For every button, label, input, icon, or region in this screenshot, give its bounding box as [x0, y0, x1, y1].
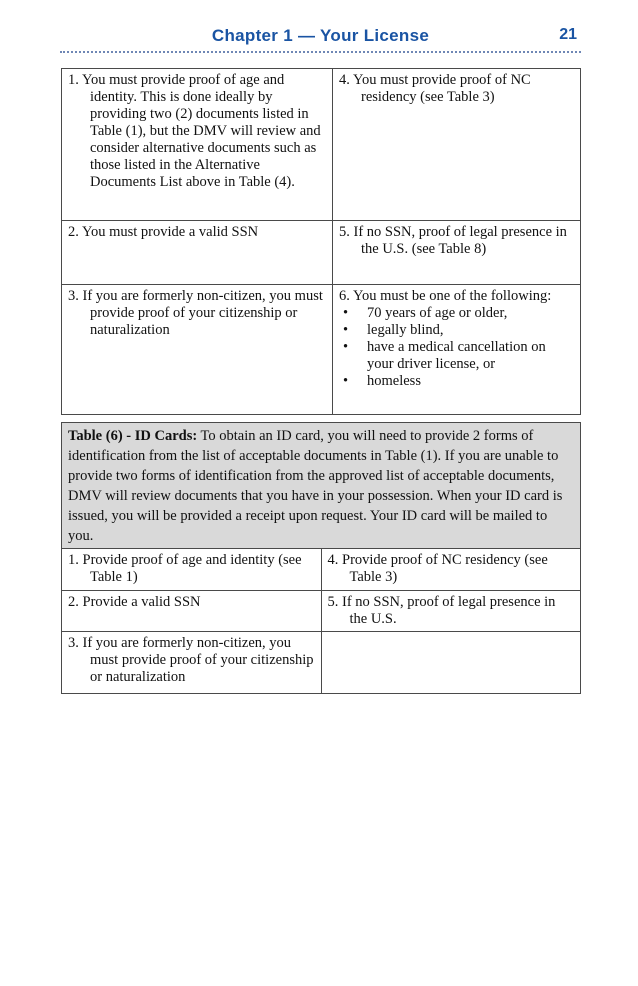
table-cell [62, 221, 333, 285]
list-item: • have a medical cancellation on your driver license, or [339, 339, 574, 373]
table-row [62, 221, 581, 285]
table-cell [62, 632, 322, 694]
table-cell-empty [321, 632, 581, 694]
requirement-nc-residency: 4. You must provide proof of NC residency (see Table 3) [339, 72, 531, 105]
id-requirement-age-identity: 1. Provide proof of age and identity (see Table 1) [68, 552, 302, 585]
chapter-title: Chapter 1 — Your License [211, 26, 430, 45]
requirements-table [61, 68, 581, 415]
requirement-citizenship: 3. If you are formerly non-citizen, you must provide proof of your citizenship or naturalization [68, 288, 323, 338]
id-requirement-nc-residency: 4. Provide proof of NC residency (see Table 3) [327, 552, 548, 585]
table-cell [333, 221, 581, 285]
requirement-valid-ssn: 2. You must provide a valid SSN [68, 224, 259, 240]
table-cell [333, 285, 581, 415]
table-cell [62, 591, 322, 632]
table-caption-row [62, 423, 581, 549]
list-item: • homeless [339, 373, 574, 390]
table-cell [62, 549, 322, 591]
list-item: • legally blind, [339, 322, 574, 339]
list-item: • 70 years of age or older, [339, 305, 574, 322]
table-row [62, 285, 581, 415]
header-dotted-rule [60, 51, 581, 53]
page-header [60, 24, 581, 50]
requirement-eligibility-intro: 6. You must be one of the following: [339, 288, 552, 304]
requirement-age-identity: 1. You must provide proof of age and identity. This is done ideally by providing two (2) documents listed in Table (1), but the DMV will review and consider alternative documents such as those listed in the Alternative Documents List above in Table (4). [68, 72, 321, 190]
requirement-legal-presence: 5. If no SSN, proof of legal presence in the U.S. (see Table 8) [339, 224, 567, 257]
table-cell [62, 69, 333, 221]
table-cell [62, 285, 333, 415]
id-requirement-citizenship: 3. If you are formerly non-citizen, you must provide proof of your citizenship or naturalization [68, 635, 314, 685]
id-cards-table [61, 422, 581, 694]
table-cell [333, 69, 581, 221]
table-row [62, 632, 581, 694]
table-cell [321, 591, 581, 632]
table-row [62, 591, 581, 632]
page-number: 21 [559, 26, 577, 43]
table-row [62, 69, 581, 221]
caption-label: Table (6) - ID Cards: [68, 428, 198, 444]
eligibility-list [339, 305, 574, 390]
table-row [62, 549, 581, 591]
table-caption [62, 423, 581, 549]
table-cell [321, 549, 581, 591]
caption-text: To obtain an ID card, you will need to provide 2 forms of identification from the list of acceptable documents in Table (1). If you are unable to provide two forms of identification from the approved list of acceptable documents, DMV will review documents that you have in your possession. When your ID card is issued, you will be provided a receipt upon request. Your ID card will be mailed to you. [68, 428, 563, 544]
id-requirement-valid-ssn: 2. Provide a valid SSN [68, 594, 201, 610]
id-requirement-legal-presence: 5. If no SSN, proof of legal presence in the U.S. [327, 594, 556, 627]
